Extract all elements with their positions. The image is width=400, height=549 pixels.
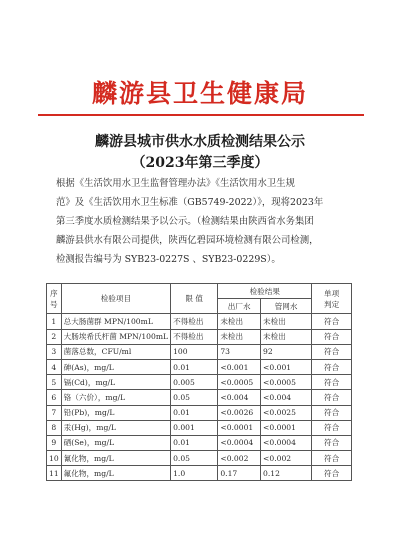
table-row <box>47 466 352 481</box>
cell-factory: <0.002 <box>218 451 261 466</box>
cell-no: 6 <box>47 390 62 405</box>
cell-limit: 0.01 <box>171 435 218 450</box>
cell-limit: 1.0 <box>171 466 218 481</box>
cell-network: 0.12 <box>261 466 312 481</box>
body-line: 检测报告编号为 SYB23-0227S 、SYB23-0229S）。 <box>56 254 281 265</box>
body-line: 第三季度水质检测结果予以公示。（检测结果由陕西省水务集团 <box>56 216 314 227</box>
cell-limit: 0.05 <box>171 390 218 405</box>
cell-factory: <0.0004 <box>218 435 261 450</box>
table-header-row <box>47 284 352 299</box>
header-network: 管网水 <box>261 299 312 314</box>
cell-no: 11 <box>47 466 62 481</box>
cell-factory: <0.0026 <box>218 405 261 420</box>
doc-subtitle: （2023年第三季度） <box>131 155 269 171</box>
cell-verdict: 符合 <box>312 405 352 420</box>
cell-no: 9 <box>47 435 62 450</box>
body-line: 根据《生活饮用水卫生监督管理办法》《生活饮用水卫生规 <box>56 178 296 189</box>
table-row <box>47 405 352 420</box>
header-verdict: 单项 判定 <box>312 284 352 314</box>
cell-network: 92 <box>261 344 312 359</box>
cell-network: <0.0025 <box>261 405 312 420</box>
table-row <box>47 314 352 329</box>
cell-limit: 0.05 <box>171 451 218 466</box>
cell-item: 砷(As)，mg/L <box>61 359 170 374</box>
cell-network: <0.002 <box>261 451 312 466</box>
table-row <box>47 329 352 344</box>
cell-factory: <0.004 <box>218 390 261 405</box>
cell-factory: 73 <box>218 344 261 359</box>
cell-network: 未检出 <box>261 329 312 344</box>
cell-verdict: 符合 <box>312 314 352 329</box>
cell-verdict: 符合 <box>312 359 352 374</box>
cell-network: 未检出 <box>261 314 312 329</box>
cell-factory: 未检出 <box>218 329 261 344</box>
cell-network: <0.0005 <box>261 375 312 390</box>
cell-verdict: 符合 <box>312 420 352 435</box>
cell-network: <0.004 <box>261 390 312 405</box>
cell-network: <0.0001 <box>261 420 312 435</box>
header-factory: 出厂水 <box>218 299 261 314</box>
cell-no: 2 <box>47 329 62 344</box>
cell-limit: 不得检出 <box>171 329 218 344</box>
cell-no: 1 <box>47 314 62 329</box>
cell-verdict: 符合 <box>312 375 352 390</box>
cell-verdict: 符合 <box>312 390 352 405</box>
cell-item: 氟化物，mg/L <box>61 466 170 481</box>
header-limit: 限 值 <box>171 284 218 314</box>
cell-no: 3 <box>47 344 62 359</box>
cell-verdict: 符合 <box>312 466 352 481</box>
header-no: 序 号 <box>47 284 62 314</box>
cell-no: 4 <box>47 359 62 374</box>
cell-item: 硒(Se)，mg/L <box>61 435 170 450</box>
cell-limit: 0.005 <box>171 375 218 390</box>
cell-factory: <0.0001 <box>218 420 261 435</box>
cell-verdict: 符合 <box>312 451 352 466</box>
table-row <box>47 420 352 435</box>
cell-limit: 0.01 <box>171 405 218 420</box>
red-divider <box>38 114 364 116</box>
cell-item: 氰化物，mg/L <box>61 451 170 466</box>
cell-item: 总大肠菌群 MPN/100mL <box>61 314 170 329</box>
table-body <box>47 314 352 481</box>
cell-no: 7 <box>47 405 62 420</box>
cell-verdict: 符合 <box>312 329 352 344</box>
cell-no: 10 <box>47 451 62 466</box>
cell-verdict: 符合 <box>312 435 352 450</box>
header-result: 检验结果 <box>218 284 312 299</box>
doc-body <box>56 174 346 269</box>
table-row <box>47 451 352 466</box>
table-row <box>47 390 352 405</box>
cell-item: 铬（六价），mg/L <box>61 390 170 405</box>
cell-item: 大肠埃希氏杆菌 MPN/100mL <box>61 329 170 344</box>
cell-network: <0.0004 <box>261 435 312 450</box>
cell-verdict: 符合 <box>312 344 352 359</box>
cell-limit: 0.01 <box>171 359 218 374</box>
cell-no: 5 <box>47 375 62 390</box>
cell-limit: 0.001 <box>171 420 218 435</box>
cell-factory: 未检出 <box>218 314 261 329</box>
cell-factory: 0.17 <box>218 466 261 481</box>
results-table <box>46 283 352 481</box>
cell-network: <0.001 <box>261 359 312 374</box>
table-row <box>47 435 352 450</box>
cell-item: 菌落总数，CFU/ml <box>61 344 170 359</box>
cell-no: 8 <box>47 420 62 435</box>
org-name: 麟游县卫生健康局 <box>91 79 308 108</box>
cell-item: 汞(Hg)，mg/L <box>61 420 170 435</box>
cell-factory: <0.0005 <box>218 375 261 390</box>
cell-item: 铅(Pb)，mg/L <box>61 405 170 420</box>
table-row <box>47 344 352 359</box>
header-item: 检验项目 <box>61 284 170 314</box>
body-line: 范》及《生活饮用水卫生标准（GB5749-2022）》，现将2023年 <box>56 197 324 208</box>
doc-title: 麟游县城市供水水质检测结果公示 <box>95 134 305 150</box>
cell-factory: <0.001 <box>218 359 261 374</box>
cell-limit: 100 <box>171 344 218 359</box>
table-row <box>47 359 352 374</box>
body-line: 麟游县供水有限公司提供，陕西亿碧园环境检测有限公司检测， <box>56 235 319 246</box>
cell-limit: 不得检出 <box>171 314 218 329</box>
table-row <box>47 375 352 390</box>
cell-item: 镉(Cd)，mg/L <box>61 375 170 390</box>
